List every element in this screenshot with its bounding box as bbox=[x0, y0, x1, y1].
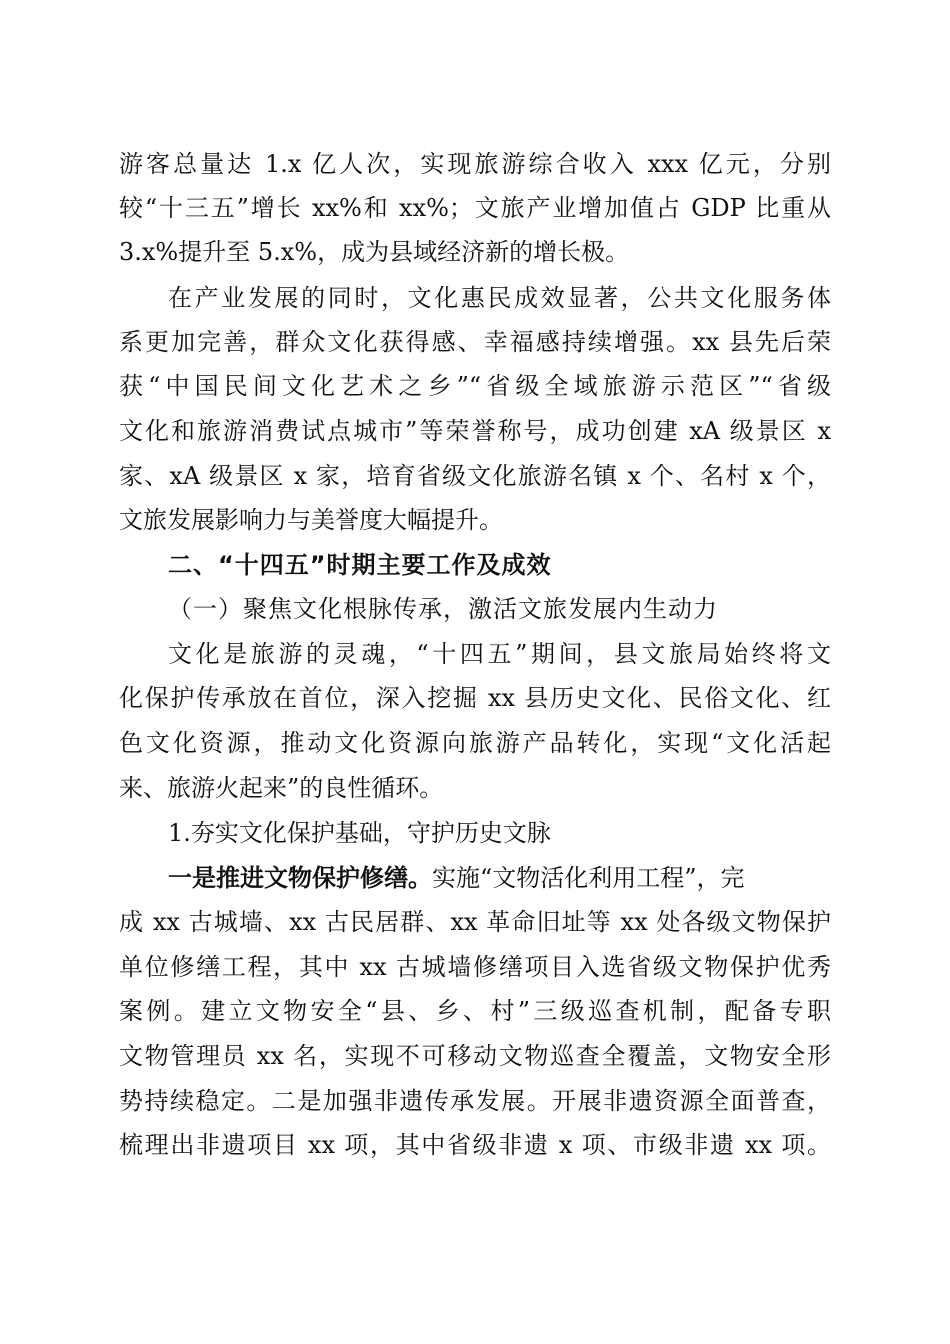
paragraph-line: 文物管理员 xx 名，实现不可移动文物巡查全覆盖，文物安全形 bbox=[119, 1042, 831, 1070]
subsection-heading: （一）聚焦文化根脉传承，激活文旅发展内生动力 bbox=[168, 595, 718, 623]
paragraph-line: 较“十三五”增长 xx%和 xx%；文旅产业增加值占 GDP 比重从 bbox=[119, 194, 831, 222]
lead-phrase: 一是推进文物保护修缮。 bbox=[168, 864, 432, 892]
paragraph-line: 成 xx 古城墙、xx 古民居群、xx 革命旧址等 xx 处各级文物保护 bbox=[119, 908, 831, 936]
paragraph-line: 游客总量达 1.x 亿人次，实现旅游综合收入 xxx 亿元，分别 bbox=[119, 150, 831, 178]
paragraph-line: 3.x%提升至 5.x%，成为县域经济新的增长极。 bbox=[119, 238, 630, 266]
paragraph-line: 家、xA 级景区 x 家，培育省级文化旅游名镇 x 个、名村 x 个， bbox=[119, 462, 831, 490]
paragraph-line: 势持续稳定。二是加强非遗传承发展。开展非遗资源全面普查， bbox=[119, 1087, 831, 1115]
paragraph-line: 文旅发展影响力与美誉度大幅提升。 bbox=[119, 506, 503, 534]
section-heading: 二、“十四五”时期主要工作及成效 bbox=[168, 551, 552, 579]
paragraph-line: 文化是旅游的灵魂，“十四五”期间，县文旅局始终将文 bbox=[168, 640, 831, 668]
item-heading: 1.夯实文化保护基础，守护历史文脉 bbox=[168, 819, 551, 847]
paragraph-line: 梳理出非遗项目 xx 项，其中省级非遗 x 项、市级非遗 xx 项。 bbox=[119, 1131, 831, 1159]
paragraph-line: 系更加完善，群众文化获得感、幸福感持续增强。xx 县先后荣 bbox=[119, 328, 831, 356]
paragraph-line: 获“中国民间文化艺术之乡”“省级全域旅游示范区”“省级 bbox=[119, 372, 831, 400]
paragraph-line-mixed bbox=[168, 856, 831, 900]
lead-continuation: 实施“文物活化利用工程”，完 bbox=[432, 864, 745, 892]
paragraph-line: 在产业发展的同时，文化惠民成效显著，公共文化服务体 bbox=[168, 284, 831, 312]
paragraph-line: 化保护传承放在首位，深入挖掘 xx 县历史文化、民俗文化、红 bbox=[119, 684, 831, 712]
paragraph-line: 来、旅游火起来”的良性循环。 bbox=[119, 774, 444, 802]
paragraph-line: 文化和旅游消费试点城市”等荣誉称号，成功创建 xA 级景区 x bbox=[119, 417, 831, 445]
paragraph-line: 色文化资源，推动文化资源向旅游产品转化，实现“文化活起 bbox=[119, 729, 831, 757]
paragraph-line: 单位修缮工程，其中 xx 古城墙修缮项目入选省级文物保护优秀 bbox=[119, 953, 831, 981]
paragraph-line: 案例。建立文物安全“县、乡、村”三级巡查机制，配备专职 bbox=[119, 997, 831, 1025]
